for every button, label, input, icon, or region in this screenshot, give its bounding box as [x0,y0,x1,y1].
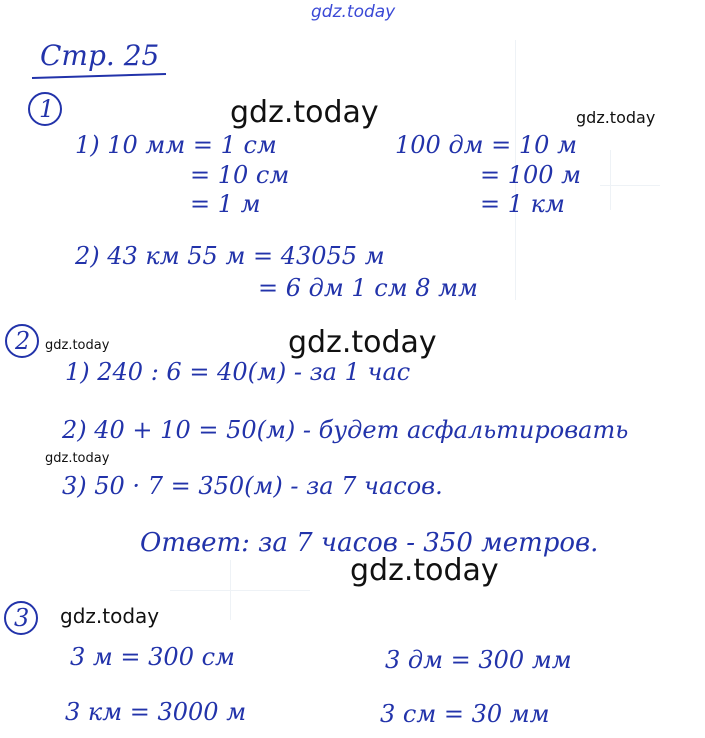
watermark: gdz.today [288,325,437,360]
line-text: 3 дм = 300 мм [385,646,572,674]
line-text: 1) 10 мм = 1 см [75,131,277,159]
line-text: 3 см = 30 мм [380,700,550,728]
line-text: = 1 м [190,190,261,218]
watermark: gdz.today [60,604,160,628]
watermark: gdz.today [350,553,499,588]
header-underline [30,70,170,82]
line-text: = 1 км [480,190,565,218]
line-text: = 6 дм 1 см 8 мм [258,274,478,302]
task-number: 3 [14,604,30,632]
task-number: 2 [15,327,31,355]
line-text: 3) 50 · 7 = 350(м) - за 7 часов. [62,472,443,500]
watermark: gdz.today [230,95,379,130]
line-text: = 100 м [480,161,582,189]
watermark: gdz.today [45,451,110,466]
line-text: 2) 40 + 10 = 50(м) - будет асфальтировать [62,416,629,444]
page-header: Стр. 25 [40,39,160,72]
answer-text: Ответ: за 7 часов - 350 метров. [140,528,599,558]
watermark: gdz.today [576,108,656,127]
grid-line [170,590,310,591]
line-text: 3 м = 300 см [70,643,235,671]
grid-line [600,185,660,186]
grid-line [610,150,611,210]
line-text: 100 дм = 10 м [395,131,577,159]
watermark: gdz.today [45,338,110,353]
line-text: 2) 43 км 55 м = 43055 м [75,242,385,270]
top-watermark: gdz.today [311,2,396,22]
line-text: = 10 см [190,161,290,189]
line-text: 3 км = 3000 м [65,698,247,726]
line-text: 1) 240 : 6 = 40(м) - за 1 час [65,358,411,386]
task-number: 1 [39,95,55,123]
